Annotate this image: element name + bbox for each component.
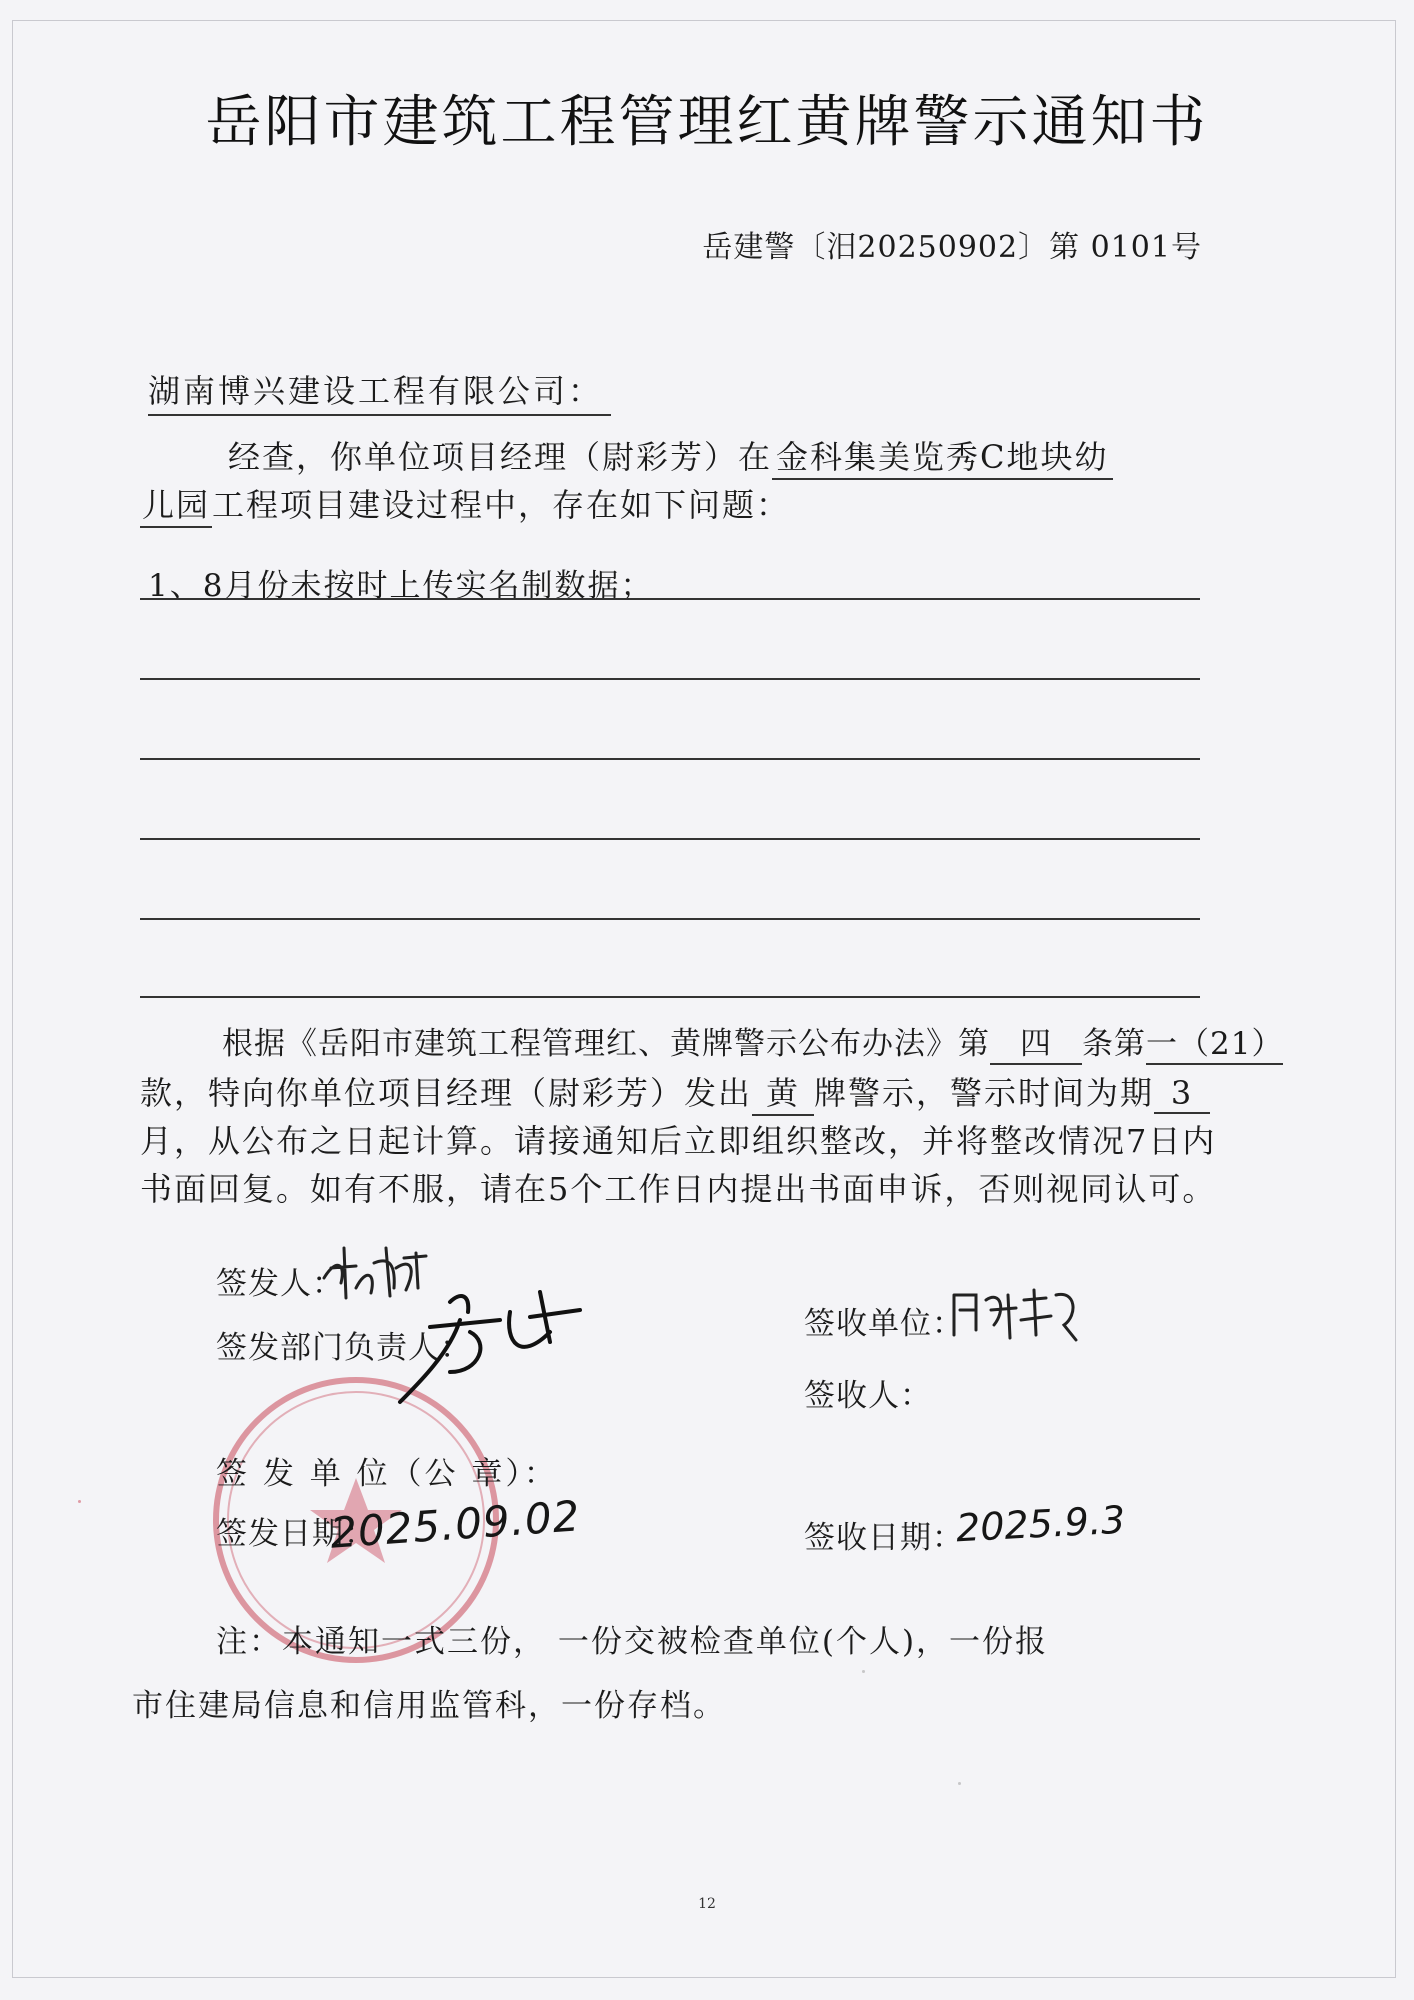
basis-line-4: 书面回复。如有不服，请在5个工作日内提出书面申诉，否则视同认可。	[140, 1170, 1217, 1208]
document-title: 岳阳市建筑工程管理红黄牌警示通知书	[205, 90, 1209, 155]
issue-date-label: 签发日期：	[216, 1516, 376, 1552]
issue-date-value: 2025.09.02	[328, 1491, 582, 1558]
receiving-unit-label: 签收单位：	[804, 1306, 964, 1342]
basis-prefix: 根据《岳阳市建筑工程管理红、黄牌警示公布办法》第	[222, 1026, 990, 1062]
intro-tail: 工程项目建设过程中，存在如下问题：	[212, 486, 791, 524]
intro-line-2	[140, 480, 790, 528]
issue-rule	[140, 678, 1200, 680]
issue-item: 1、8月份未按时上传实名制数据；	[148, 568, 654, 604]
issue-rule	[140, 996, 1200, 998]
page-number: 12	[698, 1896, 716, 1912]
basis-line-3: 月，从公布之日起计算。请接通知后立即组织整改，并将整改情况7日内	[140, 1122, 1217, 1160]
document-number: 岳建警〔汨20250902〕第 0101号	[702, 230, 1202, 265]
note-line-1: 注：本通知一式三份， 一份交被检查单位(个人)，一份报	[216, 1624, 1049, 1660]
project-name-part2: 儿园	[140, 480, 212, 528]
basis-line-1	[222, 1018, 1283, 1065]
issuing-unit-label: 签 发 单 位（公 章）：	[216, 1456, 558, 1492]
card-color: 黄	[752, 1068, 814, 1116]
article-number: 四	[990, 1018, 1082, 1065]
issuer-label: 签发人：	[216, 1266, 344, 1302]
receiver-label: 签收人：	[804, 1378, 932, 1414]
scan-speck	[958, 1782, 961, 1785]
scan-speck	[862, 1670, 865, 1673]
dept-head-label: 签发部门负责人：	[216, 1330, 472, 1366]
recipient: 湖南博兴建设工程有限公司：	[148, 366, 611, 416]
note-line-2: 市住建局信息和信用监管科，一份存档。	[132, 1688, 726, 1724]
scan-speck	[78, 1500, 81, 1503]
basis-line2-prefix: 款，特向你单位项目经理（尉彩芳）发出	[140, 1074, 753, 1112]
issue-rule	[140, 758, 1200, 760]
basis-line2-mid: 牌警示，警示时间为期	[814, 1074, 1155, 1112]
issue-rule	[140, 918, 1200, 920]
project-name-part1: 金科集美览秀C地块幼	[772, 432, 1113, 480]
dept-head-signature	[390, 1272, 590, 1412]
intro-line-1	[228, 432, 1113, 480]
warning-period: 3	[1154, 1074, 1210, 1114]
basis-line-2	[140, 1068, 1210, 1116]
receive-date-label: 签收日期：	[804, 1520, 964, 1556]
issue-rule	[140, 838, 1200, 840]
receive-date-value: 2025.9.3	[954, 1497, 1127, 1551]
receiving-unit-signature	[946, 1280, 1086, 1350]
issue-rule	[140, 598, 1200, 600]
intro-lead: 经查，你单位项目经理（尉彩芳）在	[228, 438, 773, 476]
clause-number: 一（21）	[1146, 1018, 1283, 1065]
basis-mid: 条第	[1082, 1026, 1146, 1062]
